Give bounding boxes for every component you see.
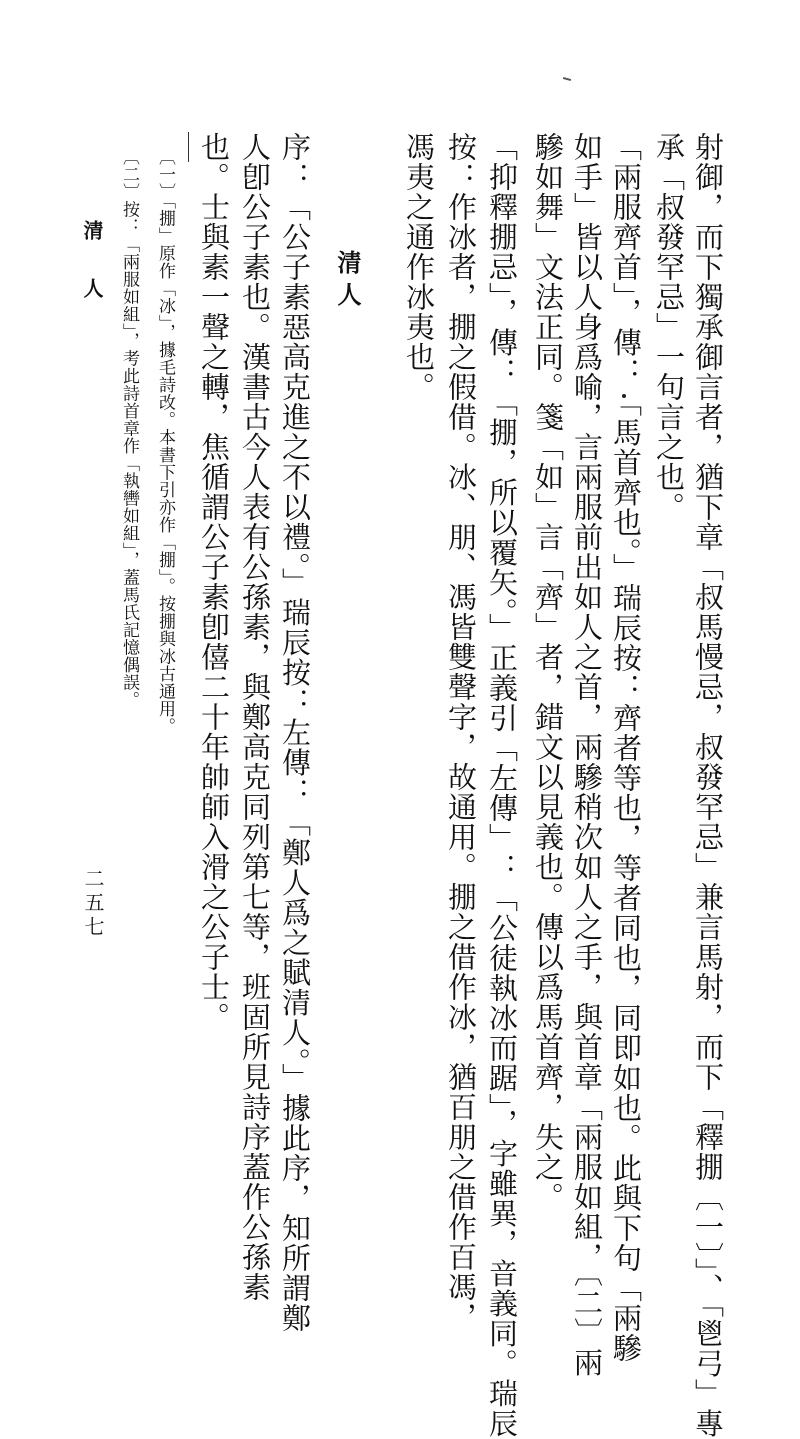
section-text-line-1: 序：「公子素惡高克進之不以禮。」瑞辰按：左傳：「鄭人爲之賦清人。」據此序，知所謂鄭 xyxy=(278,132,312,1333)
main-text-line-2: 承「叔發罕忌」一句言之也。 xyxy=(652,132,686,522)
main-text-line-5: 驂如舞」文法正同。箋「如」言「齊」者，錯文以見義也。傳以爲馬首齊，失之。 xyxy=(531,132,565,1212)
main-text-line-3: 「兩服齊首」，傳：「馬首齊也。」瑞辰按：齊者等也，等者同也，同即如也。此與下句「兩驂 xyxy=(609,132,643,1363)
main-text-line-4: 如手」皆以人身爲喻，言兩服前出如人之首，兩驂稍次如人之手，與首章「兩服如組，〔二〕兩 xyxy=(570,132,604,1378)
footnote-divider xyxy=(188,132,189,162)
section-title: 清人 xyxy=(333,250,362,314)
main-text-line-7: 按：作冰者，掤之假借。冰、朋、馮皆雙聲字，故通用。掤之借作冰，猶百朋之借作百馮， xyxy=(444,132,478,1332)
footnote-1: 〔一〕「掤」原作「冰」，據毛詩改。本書下引亦作「掤」。按掤與冰古通用。 xyxy=(155,148,175,735)
scan-speck xyxy=(563,77,571,81)
footnote-2: 〔二〕按：「兩服如組」，考此詩首章作「執轡如組」，蓋馬氏記憶偶誤。 xyxy=(119,148,139,709)
section-text-line-3: 也。士與素一聲之轉，焦循謂公子素卽僖二十年帥師入滑之公子士。 xyxy=(197,132,231,1032)
main-text-line-8: 馮夷之通作冰夷也。 xyxy=(402,132,436,402)
page-number: 二五七 xyxy=(81,868,105,940)
running-head: 清人 xyxy=(80,220,104,336)
section-text-line-2: 人卽公子素也。漢書古今人表有公孫素，與鄭高克同列第七等，班固所見詩序蓋作公孫素 xyxy=(238,132,272,1302)
main-text-line-1: 射御，而下獨承御言者，猶下章「叔馬慢忌，叔發罕忌」兼言馬射，而下「釋掤〔一〕」、「鬯弓」專 xyxy=(691,132,725,1439)
main-text-line-6: 「抑釋掤忌」，傳：「掤，所以覆矢。」正義引「左傳」：「公徒執冰而踞」，字雖異，音義同。瑞辰 xyxy=(485,132,519,1439)
